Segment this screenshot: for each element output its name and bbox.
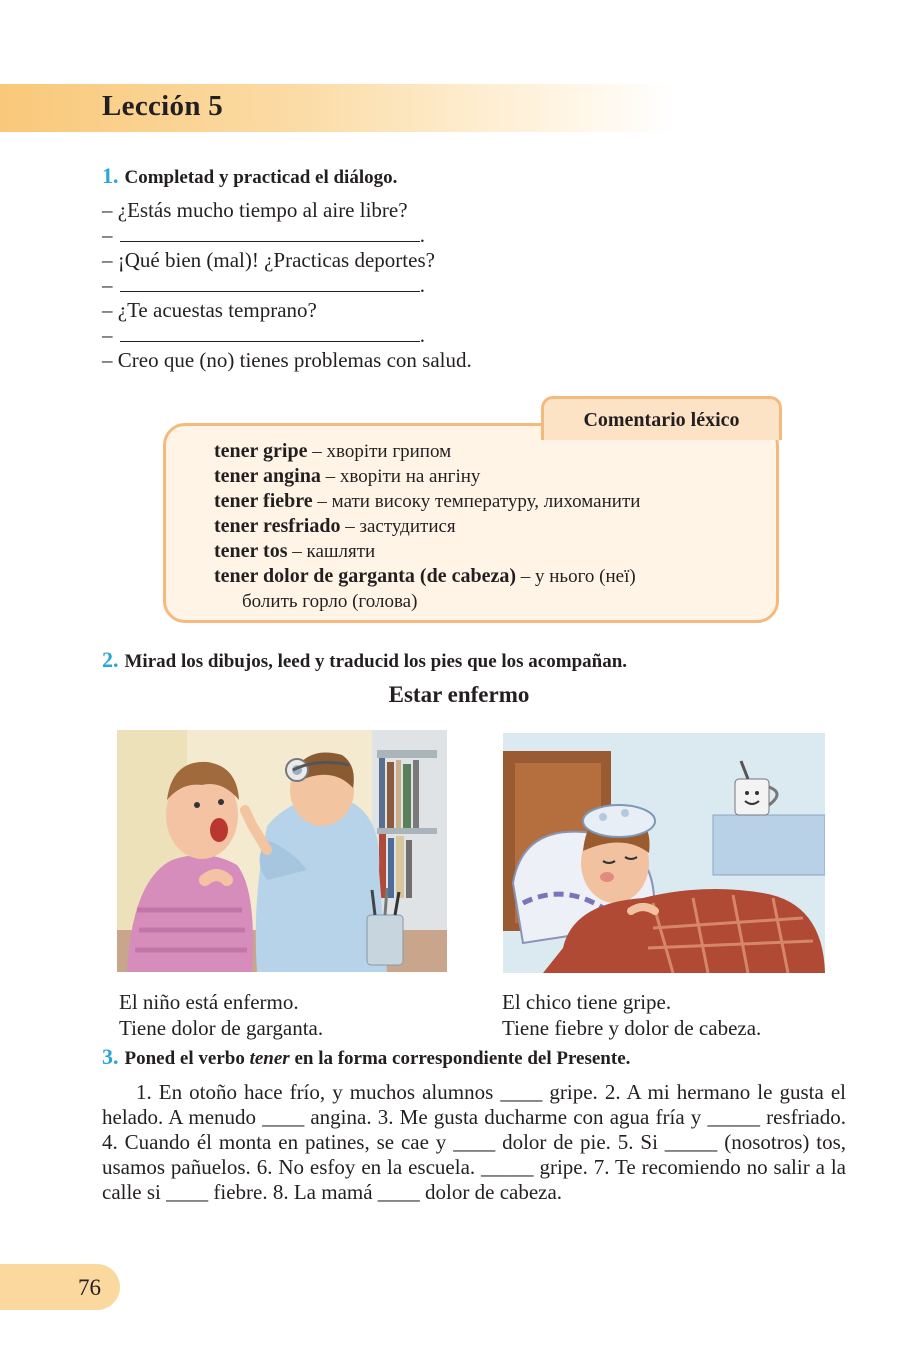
vocabulary-translation: – застудитися	[340, 516, 456, 537]
vocabulary-translation: – хворіти на ангіну	[320, 466, 481, 487]
vocabulary-term: tener angina	[214, 465, 321, 487]
exercise-1-heading	[102, 163, 397, 189]
exercise-3-heading	[102, 1044, 630, 1070]
vocabulary-term: tener fiebre	[214, 490, 313, 512]
dialogue-line	[102, 248, 472, 273]
doctor-examining-boy-illustration	[117, 730, 447, 972]
dialogue-dash: –	[102, 198, 113, 222]
vocabulary-term: tener gripe	[214, 440, 308, 462]
dialogue-text: ¿Estás mucho tiempo al aire libre?	[117, 198, 408, 222]
exercise-2-heading	[102, 647, 627, 673]
vocabulary-item	[214, 539, 640, 564]
vocabulary-item	[214, 464, 640, 489]
exercise-3-number: 3.	[102, 1044, 119, 1069]
exercise-3-paragraph: 1. En otoño hace frío, y muchos alumnos ____ gripe. 2. A mi hermano le gusta el helado. A menudo ____ angina. 3. Me gusta ducharme con agua fría y _____ resfriado. 4. Cuando él monta en patines, se cae y ____ dolor de pie. 5. Si _____ (nosotros) tos, usamos pañuelos. 6. No esfoy en la escuela. _____ gripe. 7. Te recomiendo no salir a la calle si ____ fiebre. 8. La mamá ____ dolor de cabeza.	[102, 1080, 846, 1204]
caption-line: El niño está enfermo.	[119, 990, 299, 1014]
page-number-tab	[0, 1264, 120, 1310]
exercise-3-instruction: Poned el verbo	[124, 1048, 250, 1069]
dialogue-dash: –	[102, 348, 113, 372]
exercise-1-number: 1.	[102, 163, 119, 188]
exercise-3-verb: tener	[249, 1048, 290, 1069]
vocabulary-item	[214, 489, 640, 514]
vocabulary-term: tener dolor de garganta (de cabeza)	[214, 565, 516, 587]
exercise-2-number: 2.	[102, 647, 119, 672]
caption-line: Tiene fiebre y dolor de cabeza.	[502, 1016, 762, 1040]
caption-line: El chico tiene gripe.	[502, 990, 672, 1014]
exercise-1-instruction: Completad y practicad el diálogo.	[124, 167, 398, 188]
vocabulary-translation: – кашляти	[287, 541, 376, 562]
illustration-caption-2	[502, 989, 761, 1041]
answer-blank[interactable]	[120, 224, 420, 242]
caption-line: Tiene dolor de garganta.	[119, 1016, 324, 1040]
answer-blank[interactable]	[120, 274, 420, 292]
dialogue-text: ¿Te acuestas temprano?	[117, 298, 317, 322]
vocabulary-box-title: Comentario léxico	[541, 396, 782, 440]
illustration-caption-1	[119, 989, 323, 1041]
exercise-2-instruction: Mirad los dibujos, leed y traducid los pies que los acompañan.	[124, 651, 628, 672]
dialogue-text: ¡Qué bien (mal)! ¿Practicas deportes?	[117, 248, 435, 272]
dialogue-text: .	[419, 323, 425, 347]
dialogue-line	[102, 273, 472, 298]
vocabulary-item	[214, 564, 640, 589]
dialogue-line	[102, 223, 472, 248]
exercise-3-instruction-end: en la forma correspondiente del Presente.	[289, 1048, 631, 1069]
dialogue	[102, 198, 472, 373]
dialogue-text: Creo que (no) tienes problemas con salud.	[117, 348, 472, 372]
vocabulary-translation: – у нього (неї)	[515, 566, 636, 587]
vocabulary-translation: – хворіти грипом	[307, 441, 452, 462]
sick-boy-in-bed-illustration	[503, 733, 825, 973]
dialogue-dash: –	[102, 298, 113, 322]
dialogue-dash: –	[102, 273, 113, 297]
lesson-title: Lección 5	[102, 90, 224, 122]
vocabulary-item	[214, 514, 640, 539]
vocabulary-term: tener resfriado	[214, 515, 341, 537]
vocabulary-item	[214, 439, 640, 464]
dialogue-line	[102, 323, 472, 348]
dialogue-text: .	[419, 273, 425, 297]
vocabulary-item-continuation: болить горло (голова)	[242, 591, 418, 612]
dialogue-dash: –	[102, 248, 113, 272]
vocabulary-list	[214, 439, 640, 614]
page-number: 76	[78, 1275, 101, 1300]
dialogue-line	[102, 198, 472, 223]
dialogue-dash: –	[102, 223, 113, 247]
vocabulary-term: tener tos	[214, 540, 288, 562]
section-subtitle: Estar enfermo	[388, 682, 530, 707]
dialogue-line	[102, 348, 472, 373]
answer-blank[interactable]	[120, 324, 420, 342]
dialogue-line	[102, 298, 472, 323]
dialogue-dash: –	[102, 323, 113, 347]
vocabulary-translation: – мати високу температуру, лихоманити	[312, 491, 641, 512]
dialogue-text: .	[419, 223, 425, 247]
